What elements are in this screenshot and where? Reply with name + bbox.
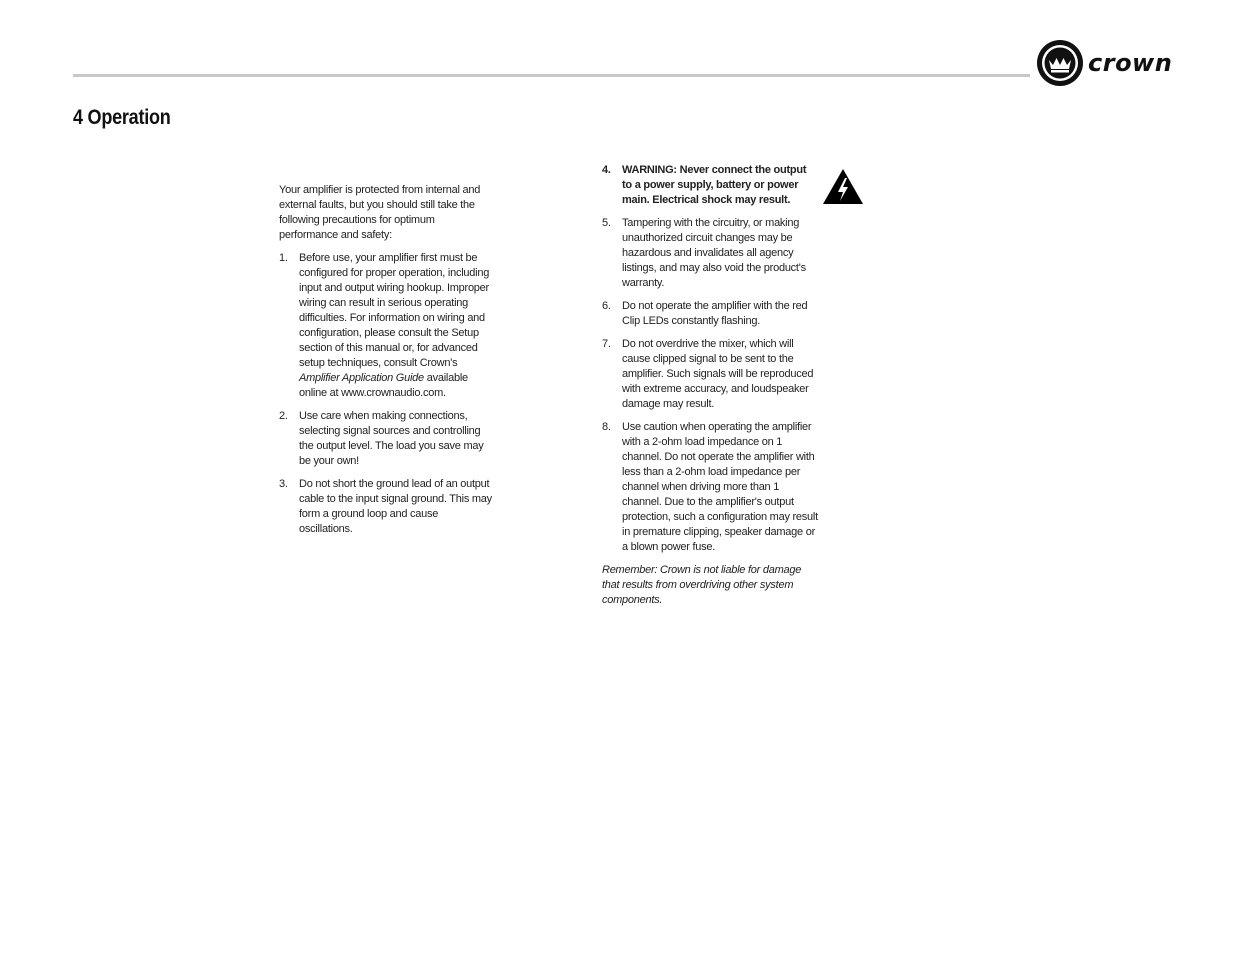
list-number: 7. xyxy=(602,338,611,350)
list-number: 3. xyxy=(279,478,288,490)
list-number: 4. xyxy=(602,164,611,176)
liability-note: Remember: Crown is not liable for damage that results from overdriving other system components. xyxy=(602,564,802,606)
warning-text: WARNING: Never connect the output to a power supply, battery or power main. Electrical shock may result. xyxy=(622,164,807,206)
list-item-2 xyxy=(279,409,494,469)
list-text: Use care when making connections, selecting signal sources and controlling the output level. The load you save may be your own! xyxy=(299,410,484,467)
guide-title: Amplifier Application Guide xyxy=(299,372,424,384)
crown-logo-icon xyxy=(1036,38,1186,88)
list-item-7 xyxy=(602,337,818,412)
list-text: Do not overdrive the mixer, which will cause clipped signal to be sent to the amplifier. Such signals will be reproduced with extreme accuracy, and loudspeaker damage may result. xyxy=(622,338,814,410)
list-item-1 xyxy=(279,251,494,401)
list-text-part: available online at www.crownaudio.com. xyxy=(299,372,468,399)
list-text: Do not operate the amplifier with the red Clip LEDs constantly flashing. xyxy=(622,300,808,327)
left-column xyxy=(279,183,494,545)
electrical-hazard-warning-icon xyxy=(822,168,864,205)
brand-wordmark: crown xyxy=(1088,49,1173,77)
list-item-5 xyxy=(602,216,818,291)
list-text-part: Before use, your amplifier first must be configured for proper operation, including input and output wiring hookup. Improper wiring can result in serious operating difficulties. For information on wiring and configuration, please consult the Setup section of this manual or, for advanced setup techniques, consult Crown's xyxy=(299,252,490,369)
warning-item xyxy=(602,163,818,208)
right-column xyxy=(602,163,818,616)
list-number: 8. xyxy=(602,421,611,433)
intro-paragraph: Your amplifier is protected from internal and external faults, but you should still take the following precautions for optimum performance and safety: xyxy=(279,184,481,241)
crown-logo xyxy=(1036,38,1186,88)
list-number: 2. xyxy=(279,410,288,422)
page-title: 4 Operation xyxy=(73,106,171,129)
list-item-3 xyxy=(279,477,494,537)
list-text xyxy=(299,251,494,401)
list-item-6 xyxy=(602,299,818,329)
list-text: Use caution when operating the amplifier with a 2-ohm load impedance on 1 channel. Do not operate the amplifier with less than a 2-ohm load impedance per channel when driving more than 1 channel. Due to the amplifier's output protection, such a configuration may result in premature clipping, speaker damage or a blown power fuse. xyxy=(622,421,818,553)
header-rule xyxy=(73,74,1030,77)
list-number: 5. xyxy=(602,217,611,229)
list-item-8 xyxy=(602,420,818,555)
list-text: Do not short the ground lead of an output cable to the input signal ground. This may form a ground loop and cause oscillations. xyxy=(299,478,492,535)
list-number: 1. xyxy=(279,252,288,264)
list-text: Tampering with the circuitry, or making unauthorized circuit changes may be hazardous and invalidates all agency listings, and may also void the product's warranty. xyxy=(622,217,806,289)
list-number: 6. xyxy=(602,300,611,312)
